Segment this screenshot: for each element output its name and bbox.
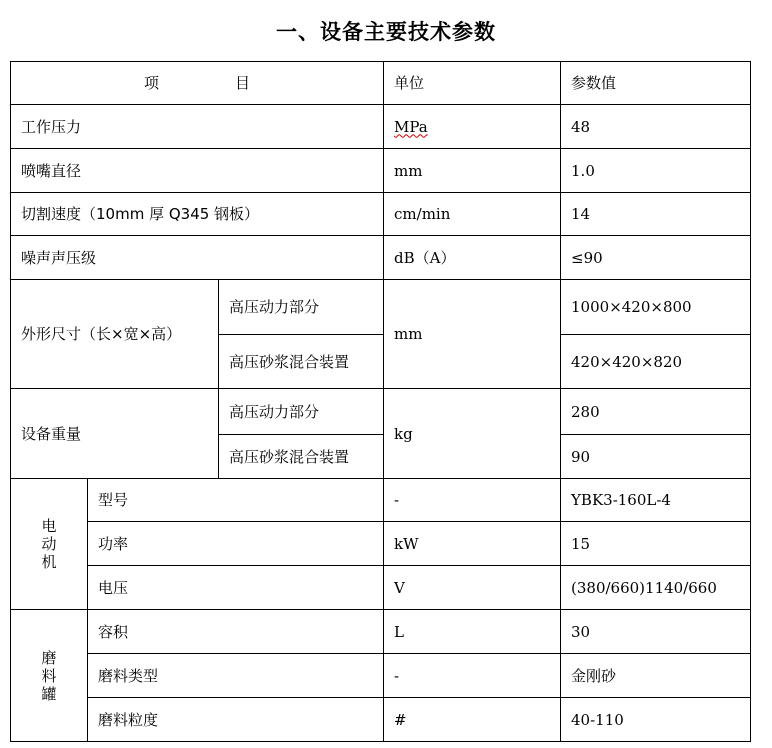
sub-item-name: 高压砂浆混合装置: [219, 335, 384, 389]
row-name: 功率: [88, 522, 384, 566]
weight-label: 设备重量: [11, 389, 219, 479]
row-unit: #: [384, 698, 561, 742]
table-row-noise: [11, 236, 751, 280]
header-unit: 单位: [384, 62, 561, 105]
motor-group-label: 电动机: [11, 479, 88, 610]
header-row: [11, 62, 751, 105]
row-value: 14: [561, 193, 751, 236]
header-value: 参数值: [561, 62, 751, 105]
row-name: 磨料粒度: [88, 698, 384, 742]
row-value: 金刚砂: [561, 654, 751, 698]
table-row-abrasive-grit: [11, 698, 751, 742]
row-value: 48: [561, 105, 751, 149]
row-name: 容积: [88, 610, 384, 654]
row-name: 噪声声压级: [11, 236, 384, 280]
dimensions-label: 外形尺寸（长×宽×高）: [11, 280, 219, 389]
table-row-speed: [11, 193, 751, 236]
row-name: 型号: [88, 479, 384, 522]
sub-item-name: 高压砂浆混合装置: [219, 435, 384, 479]
table-row-motor-power: [11, 522, 751, 566]
sub-item-value: 280: [561, 389, 751, 435]
table-row-abrasive-volume: [11, 610, 751, 654]
row-unit: MPa: [384, 105, 561, 149]
table-row-abrasive-type: [11, 654, 751, 698]
sub-item-name: 高压动力部分: [219, 389, 384, 435]
row-unit: V: [384, 566, 561, 610]
row-name: 磨料类型: [88, 654, 384, 698]
row-value: 1.0: [561, 149, 751, 193]
dimensions-unit: mm: [384, 280, 561, 389]
sub-item-value: 420×420×820: [561, 335, 751, 389]
row-name: 电压: [88, 566, 384, 610]
row-unit: mm: [384, 149, 561, 193]
row-value: 40-110: [561, 698, 751, 742]
table-row-weight-1: [11, 389, 751, 435]
table-row-dimensions-1: [11, 280, 751, 335]
document-title: 一、设备主要技术参数: [276, 20, 496, 44]
header-item: 项 目: [11, 62, 384, 105]
row-name: 喷嘴直径: [11, 149, 384, 193]
weight-unit: kg: [384, 389, 561, 479]
sub-item-value: 1000×420×800: [561, 280, 751, 335]
row-value: YBK3-160L-4: [561, 479, 751, 522]
row-unit: kW: [384, 522, 561, 566]
row-name: 切割速度（10mm 厚 Q345 钢板）: [11, 193, 384, 236]
table-row-pressure: [11, 105, 751, 149]
sub-item-name: 高压动力部分: [219, 280, 384, 335]
row-value: 30: [561, 610, 751, 654]
table-row-nozzle: [11, 149, 751, 193]
row-unit: -: [384, 654, 561, 698]
sub-item-value: 90: [561, 435, 751, 479]
row-value: ≤90: [561, 236, 751, 280]
row-unit: cm/min: [384, 193, 561, 236]
row-unit: L: [384, 610, 561, 654]
table-row-motor-voltage: [11, 566, 751, 610]
table-row-motor-model: [11, 479, 751, 522]
abrasive-group-label: 磨料罐: [11, 610, 88, 742]
row-unit: dB（A）: [384, 236, 561, 280]
row-unit: -: [384, 479, 561, 522]
spec-table: [10, 61, 751, 742]
row-value: 15: [561, 522, 751, 566]
row-value: (380/660)1140/660: [561, 566, 751, 610]
row-name: 工作压力: [11, 105, 384, 149]
